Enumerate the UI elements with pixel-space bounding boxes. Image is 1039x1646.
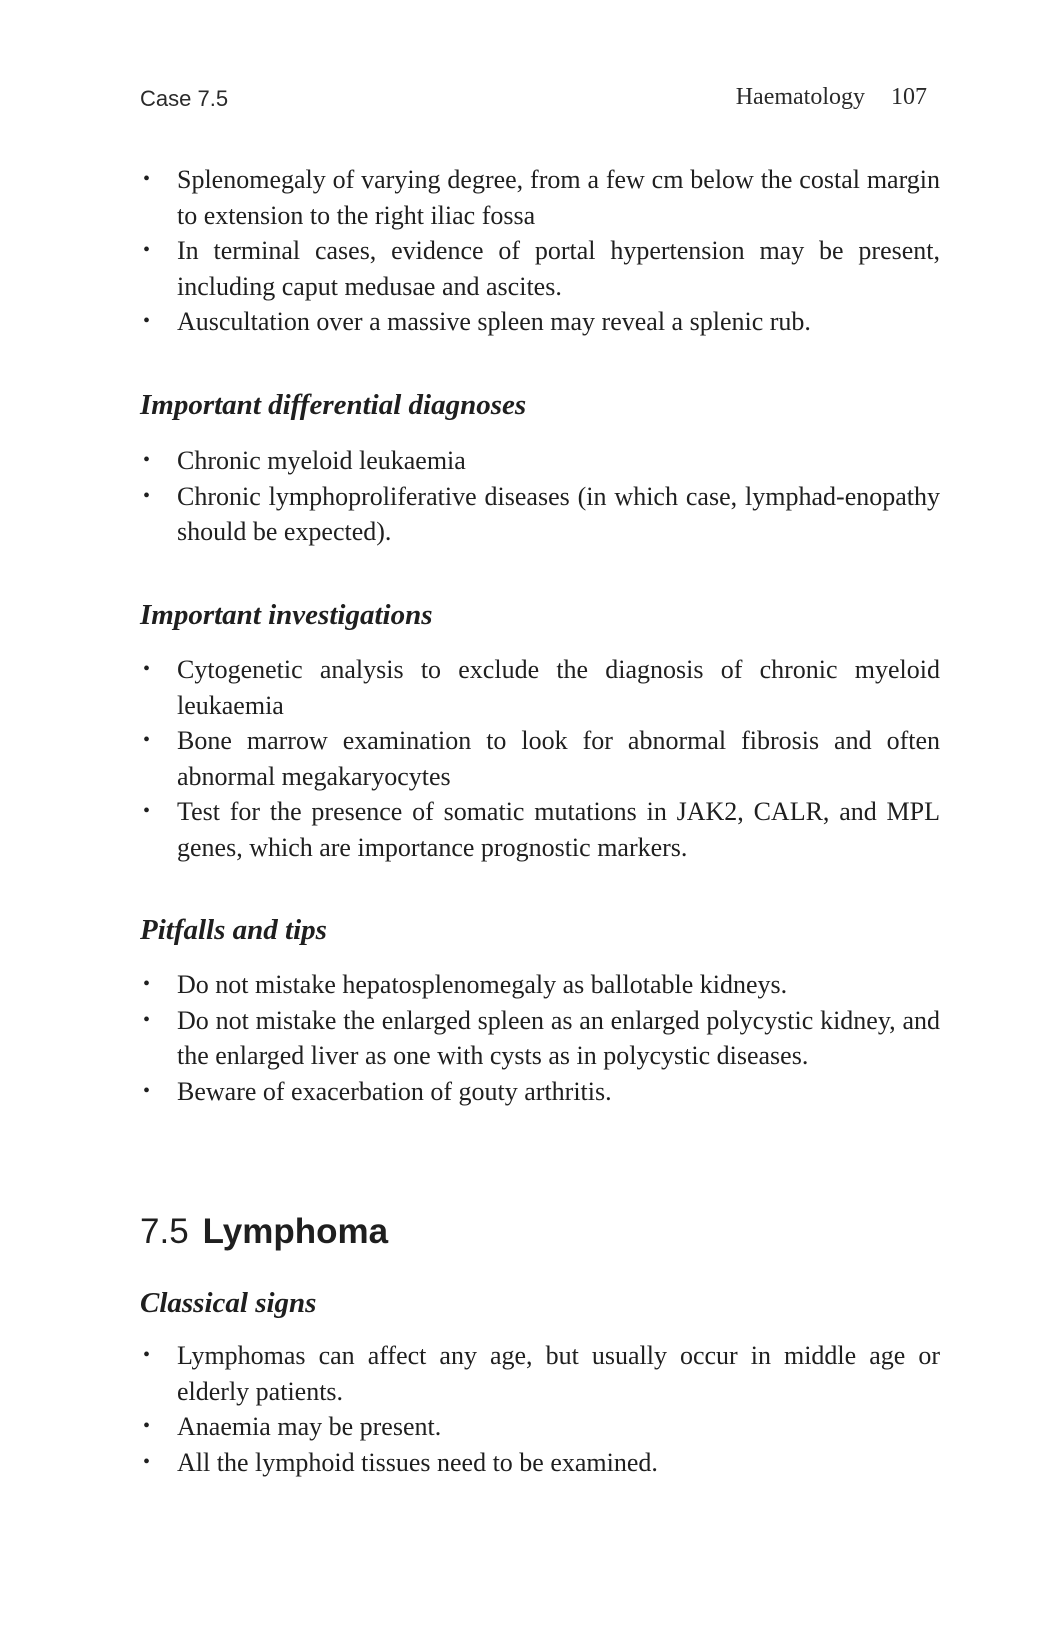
bullet-icon: • — [143, 1079, 151, 1102]
differential-list — [140, 443, 940, 550]
list-item: • Cytogenetic analysis to exclude the diagnosis of chronic myeloid leukaemia — [140, 652, 940, 723]
pitfalls-list — [140, 967, 940, 1109]
list-item: • Chronic myeloid leukaemia — [140, 443, 940, 479]
investigations-list — [140, 652, 940, 865]
chapter-header — [736, 84, 927, 111]
bullet-icon: • — [143, 239, 151, 261]
bullet-icon: • — [143, 658, 151, 680]
case-label: Case 7.5 — [140, 86, 229, 111]
bullet-icon: • — [143, 1450, 151, 1473]
classical-signs-heading: Classical signs — [140, 1287, 317, 1319]
section-heading — [140, 1212, 388, 1252]
differential-heading: Important differential diagnoses — [140, 389, 527, 421]
list-item: • Do not mistake hepatosplenomegaly as ballotable kidneys. — [140, 967, 940, 1003]
list-item: • Test for the presence of somatic mutations in JAK2, CALR, and MPL genes, which are importance prognostic markers. — [140, 794, 940, 865]
list-item: • Anaemia may be present. — [140, 1409, 940, 1445]
list-item: • Splenomegaly of varying degree, from a few cm below the costal margin to extension to the right iliac fossa — [140, 162, 940, 233]
bullet-icon: • — [143, 168, 151, 190]
list-item: • Auscultation over a massive spleen may reveal a splenic rub. — [140, 304, 940, 340]
chapter-name: Haematology — [735, 84, 865, 110]
investigations-heading: Important investigations — [140, 599, 433, 631]
list-item: • Beware of exacerbation of gouty arthritis. — [140, 1074, 940, 1110]
bullet-icon: • — [143, 310, 151, 332]
page-number: 107 — [891, 84, 927, 110]
classical-signs-list — [140, 1338, 940, 1480]
bullet-icon: • — [143, 800, 151, 822]
bullet-icon: • — [143, 1008, 151, 1031]
bullet-icon: • — [143, 729, 151, 751]
list-item: • Chronic lymphoproliferative diseases (in which case, lymphad-enopathy should be expected). — [140, 479, 940, 550]
list-item: • Lymphomas can affect any age, but usually occur in middle age or elderly patients. — [140, 1338, 940, 1409]
section-number: 7.5 — [140, 1212, 189, 1251]
list-item: • In terminal cases, evidence of portal hypertension may be present, including caput medusae and ascites. — [140, 233, 940, 304]
bullet-icon: • — [143, 449, 151, 471]
bullet-icon: • — [143, 973, 151, 995]
list-item: • Bone marrow examination to look for abnormal fibrosis and often abnormal megakaryocytes — [140, 723, 940, 794]
intro-bullet-list — [140, 162, 940, 340]
bullet-icon: • — [143, 1415, 151, 1437]
bullet-icon: • — [143, 484, 151, 507]
section-title: Lymphoma — [202, 1212, 389, 1251]
list-item: • Do not mistake the enlarged spleen as an enlarged polycystic kidney, and the enlarged liver as one with cysts as in polycystic diseases. — [140, 1003, 940, 1074]
list-item: • All the lymphoid tissues need to be examined. — [140, 1445, 940, 1481]
pitfalls-heading: Pitfalls and tips — [140, 914, 327, 946]
running-head — [140, 86, 927, 122]
bullet-icon: • — [143, 1344, 151, 1366]
